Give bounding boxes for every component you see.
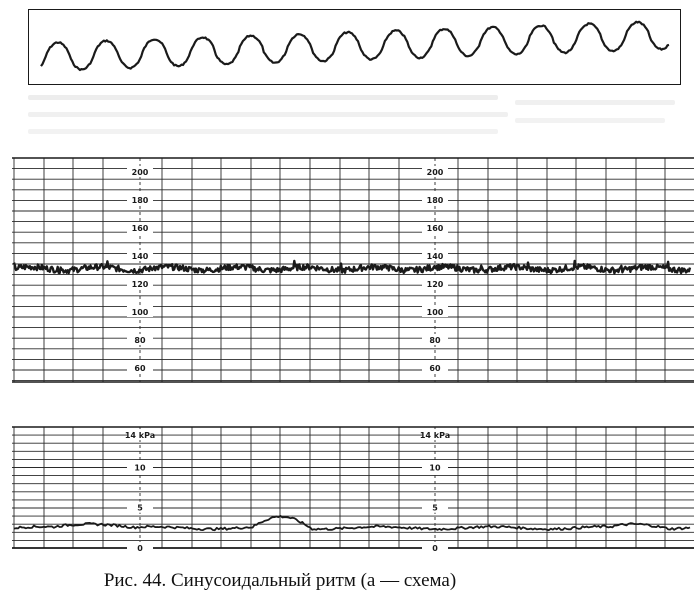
tick-label: 200 [426,168,444,177]
tick-label: 120 [426,280,444,289]
tick-label: 10 [429,463,441,473]
series-line-uterine-activity [14,516,690,530]
tick-label: 120 [131,280,149,289]
tick-label: 60 [134,364,146,373]
tick-label: 0 [137,544,143,553]
tick-label: 10 [134,463,146,473]
tick-label: 180 [131,196,149,205]
tick-label: 80 [134,336,146,345]
tick-label: 0 [432,544,438,553]
tick-label: 200 [131,168,149,177]
tick-label: 160 [426,224,444,233]
series-line-fhr [14,261,690,273]
background-text-line [515,118,665,123]
ctg-strip [12,150,694,562]
background-text-line [28,129,498,134]
tick-label: 180 [426,196,444,205]
series-line-sinusoid [41,22,669,70]
sinusoidal-rhythm-scheme [28,9,681,85]
tick-label: 140 [131,252,149,261]
tick-label: 60 [429,364,441,373]
tick-label: 140 [426,252,444,261]
figure-caption: Рис. 44. Синусоидальный ритм (а — схема) [103,570,457,591]
tick-label: 80 [429,336,441,345]
tick-label: 5 [432,503,438,513]
scheme-plot [29,10,682,86]
tick-label: 100 [131,308,149,317]
background-text-line [28,112,508,117]
background-text-line [515,100,675,105]
tick-label: 14 kPa [124,431,156,441]
tick-label: 100 [426,308,444,317]
tick-label: 5 [137,503,143,513]
background-text-line [28,95,498,100]
tick-label: 160 [131,224,149,233]
ctg-plot [12,150,694,562]
tick-label: 14 kPa [419,431,451,441]
